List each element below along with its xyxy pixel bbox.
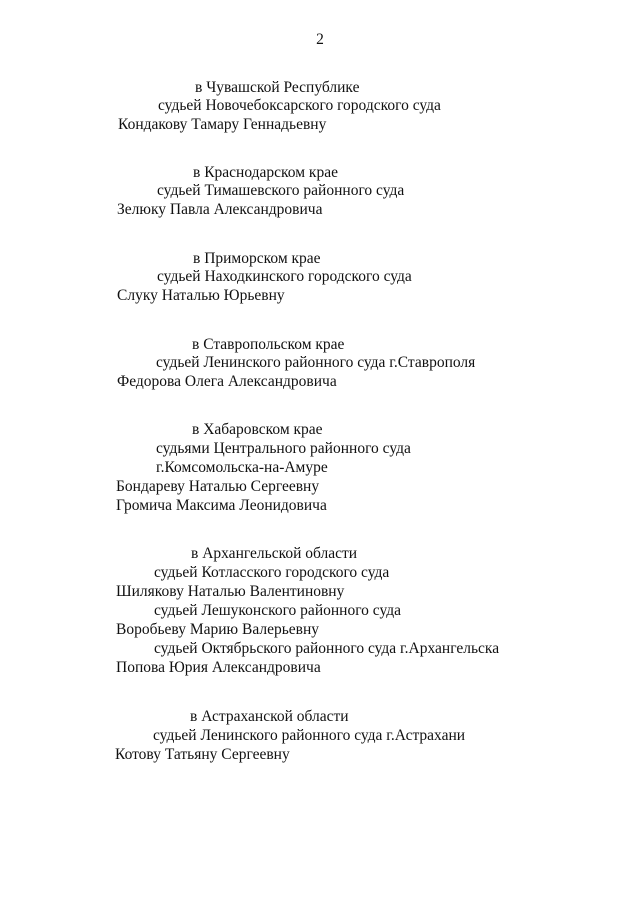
person-name: Воробьеву Марию Валерьевну bbox=[116, 621, 320, 638]
person-name: Кондакову Тамару Геннадьевну bbox=[118, 116, 327, 133]
person-name: Шилякову Наталью Валентиновну bbox=[116, 583, 345, 600]
court-line: г.Комсомольска-на-Амуре bbox=[156, 459, 328, 476]
person-name: Федорова Олега Александровича bbox=[117, 373, 337, 390]
person-name: Попова Юрия Александровича bbox=[116, 659, 321, 676]
court-line: судьей Ленинского районного суда г.Ставрополя bbox=[156, 354, 476, 371]
court-line: судьей Октябрьского районного суда г.Архангельска bbox=[154, 640, 500, 657]
court-line: судьей Новочебоксарского городского суда bbox=[158, 97, 441, 114]
person-name: Бондареву Наталью Сергеевну bbox=[116, 478, 320, 495]
court-line: судьями Центрального районного суда bbox=[156, 440, 411, 457]
court-line: судьей Котласского городского суда bbox=[154, 564, 390, 581]
region-heading: в Чувашской Республике bbox=[195, 79, 360, 96]
court-line: судьей Тимашевского районного суда bbox=[157, 182, 405, 199]
region-heading: в Архангельской области bbox=[191, 545, 358, 562]
person-name: Громича Максима Леонидовича bbox=[116, 497, 327, 514]
person-name: Котову Татьяну Сергеевну bbox=[115, 746, 290, 763]
court-line: судьей Ленинского районного суда г.Астрахани bbox=[153, 727, 466, 744]
page-number: 2 bbox=[316, 31, 324, 48]
court-line: судьей Находкинского городского суда bbox=[157, 268, 412, 285]
region-heading: в Ставропольском крае bbox=[192, 336, 345, 353]
region-heading: в Краснодарском крае bbox=[193, 164, 338, 181]
region-heading: в Приморском крае bbox=[193, 250, 321, 267]
person-name: Слуку Наталью Юрьевну bbox=[117, 287, 285, 304]
court-line: судьей Лешуконского районного суда bbox=[154, 602, 402, 619]
person-name: Зелюку Павла Александровича bbox=[117, 201, 323, 218]
region-heading: в Астраханской области bbox=[190, 708, 349, 725]
region-heading: в Хабаровском крае bbox=[192, 421, 323, 438]
